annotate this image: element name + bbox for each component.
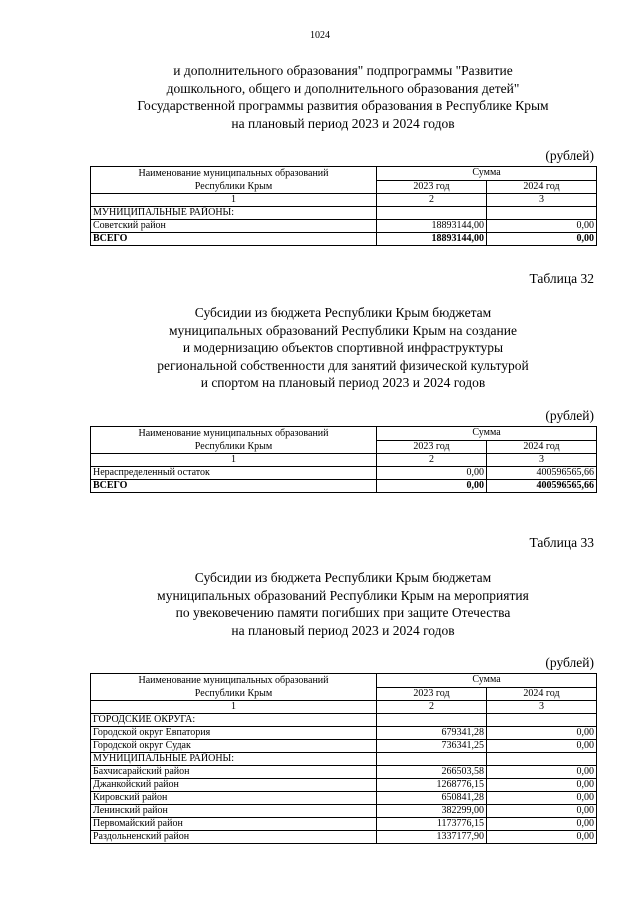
section1-title — [90, 62, 596, 132]
header-sum: Сумма — [377, 167, 597, 181]
colnum-1: 1 — [91, 454, 377, 467]
row-name: Раздольненский район — [91, 831, 377, 844]
table-row — [91, 740, 597, 753]
row-2023: 650841,28 — [377, 792, 487, 805]
row-2024: 0,00 — [487, 805, 597, 818]
unit-label: (рублей) — [545, 655, 594, 670]
row-name: Первомайский район — [91, 818, 377, 831]
row-2023: 1173776,15 — [377, 818, 487, 831]
row-name: Городской округ Евпатория — [91, 727, 377, 740]
colnum-3: 3 — [487, 194, 597, 207]
colnum-3: 3 — [487, 701, 597, 714]
row-name: Городской округ Судак — [91, 740, 377, 753]
row-2024: 0,00 — [487, 727, 597, 740]
row-2024: 0,00 — [487, 740, 597, 753]
colnum-2: 2 — [377, 454, 487, 467]
total-name: ВСЕГО — [91, 480, 377, 493]
row-2024 — [487, 207, 597, 220]
title-line: дошкольного, общего и дополнительного образования детей" — [166, 80, 520, 96]
header-name: Наименование муниципальных образований Республики Крым — [91, 674, 377, 701]
header-name: Наименование муниципальных образований Республики Крым — [91, 167, 377, 194]
row-name: Ленинский район — [91, 805, 377, 818]
header-year-2024: 2024 год — [487, 687, 597, 701]
title-line: и модернизацию объектов спортивной инфраструктуры — [182, 340, 504, 355]
row-name: Бахчисарайский район — [91, 766, 377, 779]
row-2023: 266503,58 — [377, 766, 487, 779]
total-2024: 400596565,66 — [487, 480, 597, 493]
title-line: муниципальных образований Республики Крым на мероприятия — [157, 587, 529, 603]
row-2024: 0,00 — [487, 831, 597, 844]
table-row — [91, 766, 597, 779]
total-row — [91, 233, 597, 246]
title-line: и спортом на плановый период 2023 и 2024 годов — [200, 375, 486, 390]
table-row — [91, 467, 597, 480]
colnum-1: 1 — [91, 194, 377, 207]
section2-title — [90, 304, 596, 392]
table-row — [91, 220, 597, 233]
row-2023 — [377, 714, 487, 727]
row-2024: 0,00 — [487, 766, 597, 779]
row-name: Кировский район — [91, 792, 377, 805]
colnum-3: 3 — [487, 454, 597, 467]
header-sum: Сумма — [377, 674, 597, 688]
row-name: Джанкойский район — [91, 779, 377, 792]
colnum-1: 1 — [91, 701, 377, 714]
row-2023: 679341,28 — [377, 727, 487, 740]
unit-label: (рублей) — [545, 408, 594, 423]
header-year-2024: 2024 год — [487, 440, 597, 454]
title-line: на плановый период 2023 и 2024 годов — [231, 115, 455, 131]
colnum-2: 2 — [377, 194, 487, 207]
budget-table-32 — [90, 426, 597, 493]
table-row — [91, 818, 597, 831]
total-2024: 0,00 — [487, 233, 597, 246]
title-line: муниципальных образований Республики Крым на создание — [168, 322, 517, 338]
header-year-2023: 2023 год — [377, 440, 487, 454]
row-2024 — [487, 753, 597, 766]
section3-title — [90, 569, 596, 639]
row-name: ГОРОДСКИЕ ОКРУГА: — [91, 714, 377, 727]
table-row — [91, 805, 597, 818]
total-name: ВСЕГО — [91, 233, 377, 246]
row-2024: 0,00 — [487, 818, 597, 831]
title-line: на плановый период 2023 и 2024 годов — [231, 622, 455, 638]
table-row — [91, 714, 597, 727]
colnum-2: 2 — [377, 701, 487, 714]
row-name: МУНИЦИПАЛЬНЫЕ РАЙОНЫ: — [91, 753, 377, 766]
row-2023 — [377, 753, 487, 766]
row-2024: 0,00 — [487, 792, 597, 805]
title-line: региональной собственности для занятий физической культурой — [157, 357, 529, 373]
table-row — [91, 831, 597, 844]
row-name: МУНИЦИПАЛЬНЫЕ РАЙОНЫ: — [91, 207, 377, 220]
table-row — [91, 792, 597, 805]
row-2023 — [377, 207, 487, 220]
page-number: 1024 — [310, 30, 330, 41]
row-2023: 1268776,15 — [377, 779, 487, 792]
row-2023: 382299,00 — [377, 805, 487, 818]
table-label-32: Таблица 32 — [529, 271, 594, 286]
row-2024: 400596565,66 — [487, 467, 597, 480]
budget-table-33 — [90, 673, 597, 844]
header-year-2024: 2024 год — [487, 180, 597, 194]
row-2024: 0,00 — [487, 220, 597, 233]
row-2023: 1337177,90 — [377, 831, 487, 844]
row-name: Нераспределенный остаток — [91, 467, 377, 480]
header-year-2023: 2023 год — [377, 180, 487, 194]
total-2023: 18893144,00 — [377, 233, 487, 246]
title-line: Субсидии из бюджета Республики Крым бюджетам — [194, 305, 492, 320]
row-2023: 0,00 — [377, 467, 487, 480]
title-line: Субсидии из бюджета Республики Крым бюджетам — [194, 570, 492, 585]
row-2024: 0,00 — [487, 779, 597, 792]
header-name: Наименование муниципальных образований Республики Крым — [91, 427, 377, 454]
title-line: по увековечению памяти погибших при защите Отечества — [175, 605, 511, 620]
budget-table-1 — [90, 166, 597, 246]
row-name: Советский район — [91, 220, 377, 233]
table-row — [91, 779, 597, 792]
row-2023: 18893144,00 — [377, 220, 487, 233]
table-row — [91, 753, 597, 766]
table-row — [91, 207, 597, 220]
table-label-33: Таблица 33 — [529, 535, 594, 550]
title-line: и дополнительного образования" подпрограммы "Развитие — [173, 63, 513, 78]
unit-label: (рублей) — [545, 148, 594, 163]
row-2024 — [487, 714, 597, 727]
title-line: Государственной программы развития образования в Республике Крым — [137, 98, 549, 113]
total-2023: 0,00 — [377, 480, 487, 493]
row-2023: 736341,25 — [377, 740, 487, 753]
table-row — [91, 727, 597, 740]
header-year-2023: 2023 год — [377, 687, 487, 701]
header-sum: Сумма — [377, 427, 597, 441]
total-row — [91, 480, 597, 493]
